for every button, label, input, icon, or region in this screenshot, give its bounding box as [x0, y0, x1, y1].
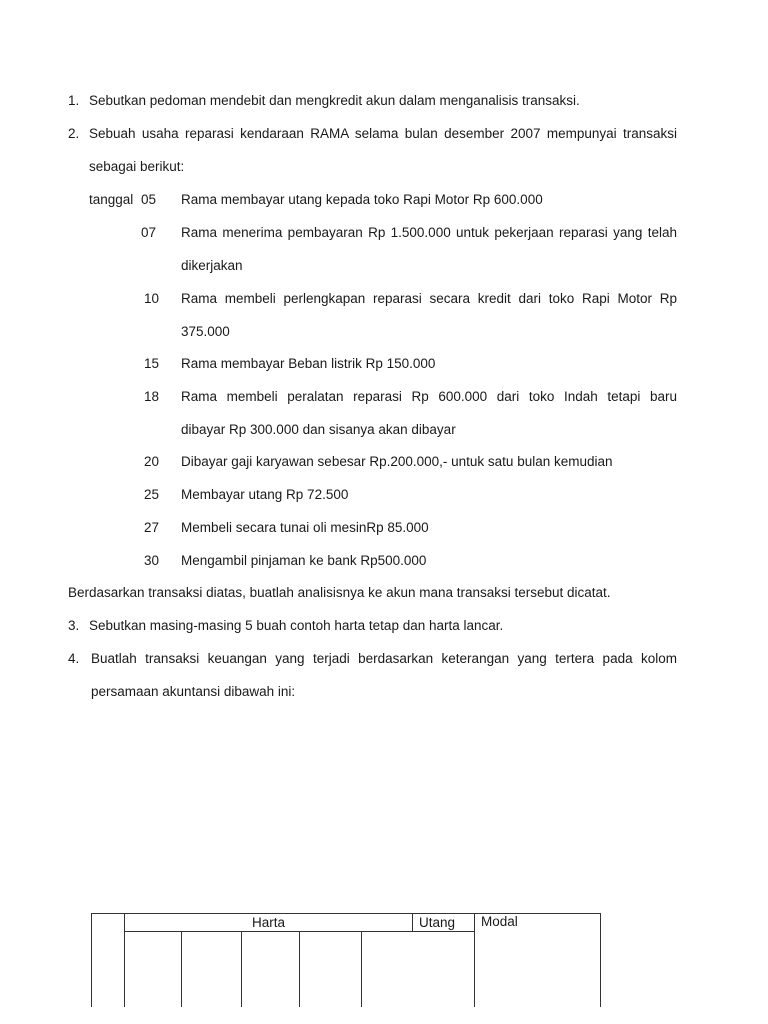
q2-text-line1: Sebuah usaha reparasi kendaraan RAMA selama bulan desember 2007 mempunyai transaksi: [89, 126, 677, 141]
transaction-text: Dibayar gaji karyawan sebesar Rp.200.000,- untuk satu bulan kemudian: [181, 454, 613, 469]
q2-text-line2: sebagai berikut:: [89, 159, 185, 174]
harta-utang-cell: [362, 932, 475, 1007]
q2-conclusion: Berdasarkan transaksi diatas, buatlah analisisnya ke akun mana transaksi tersebut dicatat.: [68, 585, 611, 600]
transaction-day: 18: [144, 389, 160, 404]
transaction-text-cont: 375.000: [181, 324, 230, 339]
harta-cell: [182, 932, 242, 1007]
accounting-equation-table: [91, 913, 601, 1007]
transaction-day: 15: [144, 356, 160, 371]
q1-number: 1.: [68, 93, 80, 108]
transaction-text: Rama membeli peralatan reparasi Rp 600.000 dari toko Indah tetapi baru: [181, 389, 677, 404]
transaction-text-cont: dikerjakan: [181, 258, 243, 273]
transaction-day: 30: [144, 553, 160, 568]
row-label-cell: [92, 914, 125, 1007]
harta-cell: [300, 932, 362, 1007]
transaction-day: 20: [144, 454, 160, 469]
harta-cell: [242, 932, 300, 1007]
q1-text: Sebutkan pedoman mendebit dan mengkredit akun dalam menganalisis transaksi.: [89, 93, 580, 108]
transaction-text: Mengambil pinjaman ke bank Rp500.000: [181, 553, 427, 568]
transaction-day: 10: [144, 291, 160, 306]
transaction-day: 27: [144, 520, 160, 535]
harta-cell: [125, 932, 182, 1007]
q3-number: 3.: [68, 618, 80, 633]
q4-text-line2: persamaan akuntansi dibawah ini:: [91, 684, 296, 699]
transaction-text-cont: dibayar Rp 300.000 dan sisanya akan dibayar: [181, 422, 456, 437]
transaction-text: Rama membayar Beban listrik Rp 150.000: [181, 356, 436, 371]
transaction-text: Rama menerima pembayaran Rp 1.500.000 untuk pekerjaan reparasi yang telah: [181, 225, 677, 240]
harta-header: Harta: [125, 914, 413, 932]
q4-text-line1: Buatlah transaksi keuangan yang terjadi berdasarkan keterangan yang tertera pada kolom: [91, 651, 677, 666]
modal-header: Modal: [475, 914, 601, 1007]
q3-text: Sebutkan masing-masing 5 buah contoh harta tetap dan harta lancar.: [89, 618, 504, 633]
transaction-day: 07: [141, 225, 157, 240]
q4-number: 4.: [68, 651, 80, 666]
transaction-text: Rama membeli perlengkapan reparasi secara kredit dari toko Rapi Motor Rp: [181, 291, 677, 306]
transaction-day: 05: [141, 192, 157, 207]
transaction-text: Rama membayar utang kepada toko Rapi Motor Rp 600.000: [181, 192, 543, 207]
utang-header: Utang: [413, 914, 475, 932]
q2-number: 2.: [68, 126, 80, 141]
transaction-text: Membeli secara tunai oli mesinRp 85.000: [181, 520, 429, 535]
transaction-day: 25: [144, 487, 160, 502]
date-prefix: tanggal: [89, 192, 134, 207]
transaction-text: Membayar utang Rp 72.500: [181, 487, 349, 502]
